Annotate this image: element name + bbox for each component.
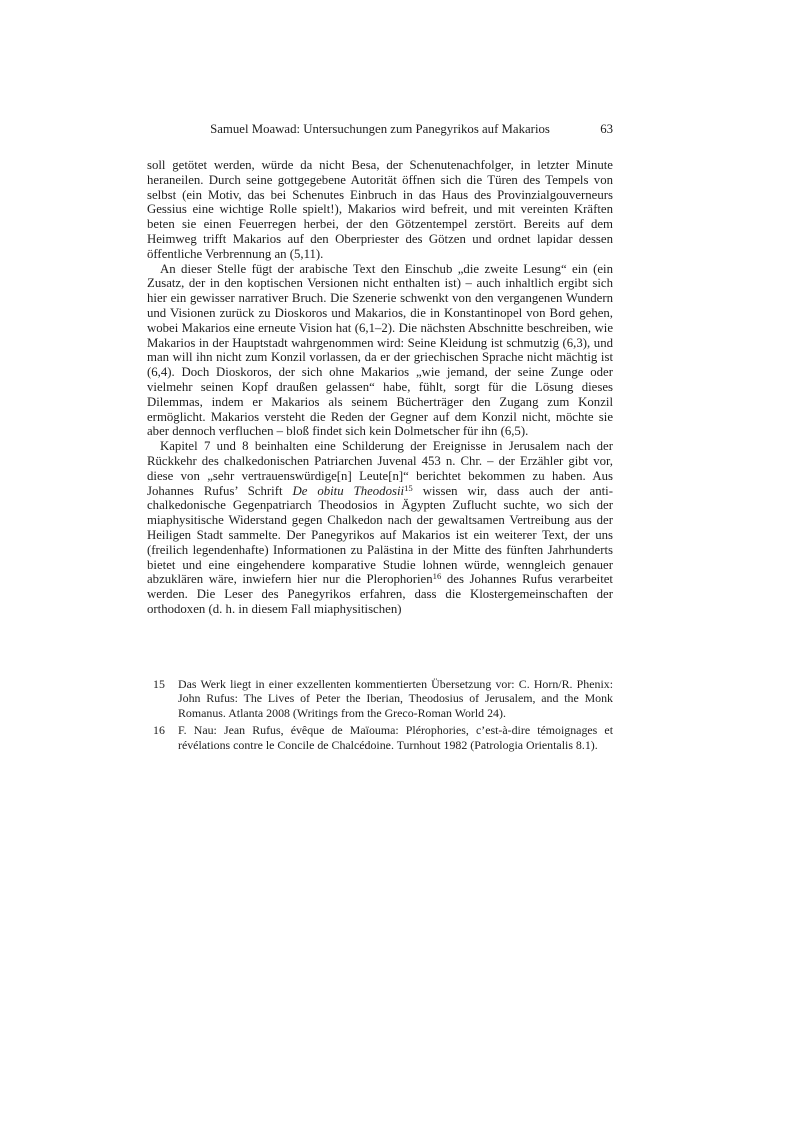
text-run: An dieser Stelle fügt der arabische Text den Einschub „die zweite Lesung“ ein (ein Zusatz, der in den koptischen Versionen nicht enthalten ist) – auch inhaltlich ergibt sich hier ein gewisser narrativer Bruch. Die Szenerie schwenkt von den vergangenen Wundern und Visionen zurück zu Dioskoros und Makarios, die in Konstantinopel von Bord gehen, wobei Makarios eine erneute Vision hat (6,1–2). Die nächsten Abschnitte beschreiben, wie Makarios in der Hauptstadt wahrgenommen wird: Seine Kleidung ist schmutzig (6,3), und man will ihn nicht zum Konzil vorlassen, da er der griechischen Sprache nicht mächtig ist (6,4). Doch Dioskoros, der sich ohne Makarios „wie jemand, der seine Zunge oder vielmehr seinen Kopf draußen gelassen“ habe, fühlt, sorgt für die Lösung dieses Dilemmas, indem er Makarios als seinem Bücherträger den Zugang zum Konzil ermöglicht. Makarios versteht die Reden der Gegner auf dem Konzil nicht, möchte sie aber dennoch verfluchen – bloß findet sich kein Dolmetscher für ihn (6,5).	[147, 261, 613, 439]
paragraph	[147, 439, 613, 617]
paragraph	[147, 158, 613, 262]
footnote-ref: 16	[432, 571, 442, 582]
footnote	[147, 723, 613, 752]
body-text	[147, 158, 613, 617]
text-run: des Johannes Rufus verarbeitet werden. Die Leser des Panegyrikos erfahren, dass die Klostergemeinschaften der orthodoxen (d. h. in diesem Fall miaphysitischen)	[147, 572, 613, 616]
running-header	[147, 122, 613, 137]
page-number: 63	[600, 122, 613, 136]
footnotes	[147, 677, 613, 753]
running-head-title: Samuel Moawad: Untersuchungen zum Panegyrikos auf Makarios	[210, 122, 550, 136]
work-title-italic: De obitu Theodosii	[292, 483, 405, 498]
footnote-number: 15	[153, 676, 165, 691]
footnote-text: F. Nau: Jean Rufus, évêque de Maïouma: Plérophories, c’est-à-dire témoignages et révélations contre le Concile de Chalcédoine. Turnhout 1982 (Patrologia Orientalis 8.1).	[178, 723, 613, 753]
paragraph	[147, 262, 613, 440]
text-run: wissen wir, dass auch der anti-chalkedonische Gegenpatriarch Theodosios in Ägypten Zuflucht suchte, wo sich der miaphysitische Widerstand gegen Chalkedon nach der gewaltsamen Vertreibung aus der Heiligen Stadt sammelte. Der Panegyrikos auf Makarios ist ein weiterer Text, der uns (freilich legendenhafte) Informationen zu Palästina in der Mitte des fünften Jahrhunderts bietet und eine eingehendere komparative Studie lohnen würde, wenngleich genauer abzuklären wäre, inwiefern hier nur die Plerophorien	[147, 483, 614, 587]
footnote-number: 16	[153, 723, 165, 738]
text-run: soll getötet werden, würde da nicht Besa, der Schenutenachfolger, in letzter Minute heraneilen. Durch seine gottgegebene Autorität öffnen sich die Türen des Tempels von selbst (ein Motiv, das bei Schenutes Einbruch in das Haus des Provinzialgouverneurs Gessius eine wichtige Rolle spielt!), Makarios wird befreit, und mit vereinten Kräften beten sie einen Feuerregen herbei, der den Götzentempel zerstört. Bereits auf dem Heimweg trifft Makarios auf den Oberpriester des Götzen und ordnet lapidar dessen öffentliche Verbrennung an (5,11).	[147, 158, 613, 261]
text-run: Kapitel 7 und 8 beinhalten eine Schilderung der Ereignisse in Jerusalem nach der Rückkehr des chalkedonischen Patriarchen Juvenal 453 n. Chr. – der Erzähler gibt vor, diese von „sehr vertrauenswürdige[n] Leute[n]“ berichtet bekommen zu haben. Aus Johannes Rufus’ Schrift	[147, 439, 613, 498]
footnote-ref: 15	[404, 482, 413, 493]
footnote	[147, 677, 613, 721]
footnote-text: Das Werk liegt in einer exzellenten kommentierten Übersetzung vor: C. Horn/R. Phenix: John Rufus: The Lives of Peter the Iberian, Theodosius of Jerusalem, and the Monk Romanus. Atlanta 2008 (Writings from the Greco-Roman World 24).	[178, 676, 613, 721]
text-block	[147, 122, 613, 755]
